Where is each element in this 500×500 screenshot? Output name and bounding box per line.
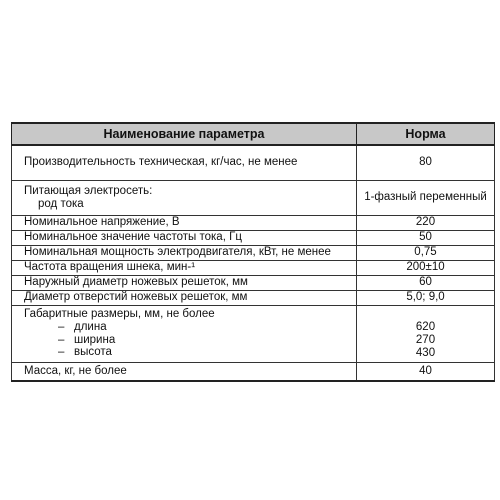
table-row bbox=[12, 145, 495, 180]
dimensions-label: Габаритные размеры, мм, не более bbox=[24, 307, 215, 320]
frequency-value: 50 bbox=[357, 230, 495, 245]
dimensions-label-cell bbox=[12, 305, 357, 362]
dimension-height-value: 430 bbox=[415, 346, 436, 359]
current-type-label: род тока bbox=[38, 197, 84, 210]
dimension-length-label: – длина bbox=[58, 320, 107, 333]
mass-label: Масса, кг, не более bbox=[12, 362, 357, 381]
header-parameter-name: Наименование параметра bbox=[12, 123, 357, 145]
table-row bbox=[12, 260, 495, 275]
frequency-label: Номинальное значение частоты тока, Гц bbox=[12, 230, 357, 245]
productivity-value: 80 bbox=[357, 145, 495, 180]
grid-outer-diameter-label: Наружный диаметр ножевых решеток, мм bbox=[12, 275, 357, 290]
voltage-value: 220 bbox=[357, 215, 495, 230]
header-norm: Норма bbox=[357, 123, 495, 145]
productivity-label: Производительность техническая, кг/час, не менее bbox=[12, 145, 357, 180]
dimension-width-value: 270 bbox=[415, 333, 436, 346]
table-row bbox=[12, 275, 495, 290]
mass-value: 40 bbox=[357, 362, 495, 381]
dimension-width-label: – ширина bbox=[58, 333, 116, 346]
power-supply-label-cell bbox=[12, 180, 357, 215]
table-row bbox=[12, 230, 495, 245]
dimension-height-label: – высота bbox=[58, 346, 112, 359]
screw-speed-value: 200±10 bbox=[357, 260, 495, 275]
table-row bbox=[12, 362, 495, 381]
motor-power-label: Номинальная мощность электродвигателя, кВт, не менее bbox=[12, 245, 357, 260]
grid-outer-diameter-value: 60 bbox=[357, 275, 495, 290]
power-supply-value: 1-фазный переменный bbox=[357, 180, 495, 215]
table-row bbox=[12, 305, 495, 362]
specifications-table bbox=[11, 122, 495, 382]
table-header-row bbox=[12, 123, 495, 145]
table-row bbox=[12, 245, 495, 260]
dimensions-values bbox=[357, 305, 495, 362]
grid-hole-diameter-value: 5,0; 9,0 bbox=[357, 290, 495, 305]
table-row bbox=[12, 290, 495, 305]
voltage-label: Номинальное напряжение, В bbox=[12, 215, 357, 230]
dimension-length-value: 620 bbox=[415, 320, 436, 333]
table-row bbox=[12, 215, 495, 230]
screw-speed-label: Частота вращения шнека, мин-¹ bbox=[12, 260, 357, 275]
table-row bbox=[12, 180, 495, 215]
motor-power-value: 0,75 bbox=[357, 245, 495, 260]
power-supply-label: Питающая электросеть: bbox=[24, 184, 153, 197]
grid-hole-diameter-label: Диаметр отверстий ножевых решеток, мм bbox=[12, 290, 357, 305]
